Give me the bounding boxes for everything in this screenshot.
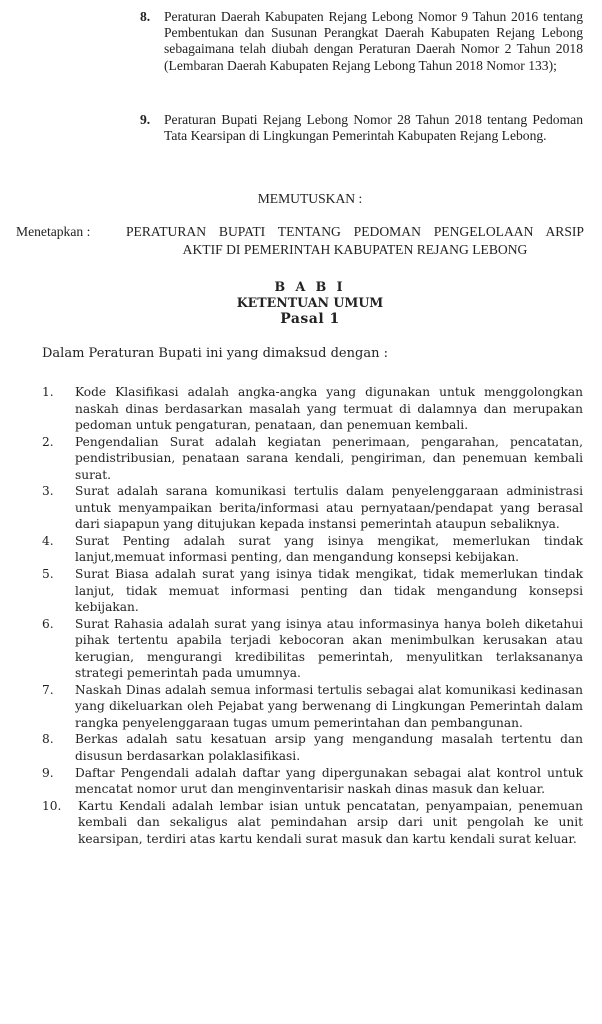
definition-text: Naskah Dinas adalah semua informasi tertulis sebagai alat komunikasi kedinasan yang dikeluarkan oleh Pejabat yang berwenang di Lingkungan Pemerintah dalam rangka penyelenggaraan tugas umum pemerintahan dan pembangunan. bbox=[75, 682, 583, 730]
definition-text: Berkas adalah satu kesatuan arsip yang mengandung masalah tertentu dan disusun berdasarkan polaklasifikasi. bbox=[75, 732, 583, 764]
definition-list bbox=[42, 384, 583, 847]
consideration-text: Peraturan Daerah Kabupaten Rejang Lebong Nomor 9 Tahun 2016 tentang Pembentukan dan Susunan Perangkat Daerah Kabupaten Rejang Lebong sebagaimana telah diubah dengan Peraturan Daerah Nomor 2 Tahun 2018 (Lembaran Daerah Kabupaten Rejang Lebong Tahun 2018 Nomor 133); bbox=[164, 9, 583, 73]
definition-text: Kartu Kendali adalah lembar isian untuk pencatatan, penyampaian, penemuan kembali dan sekaligus alat pemindahan arsip dari unit pengolah ke unit kearsipan, terdiri atas kartu kendali surat masuk dan kartu kendali surat keluar. bbox=[78, 798, 583, 846]
definition-number: 3. bbox=[42, 484, 54, 499]
decision-label: Menetapkan : bbox=[16, 224, 91, 239]
definition-text: Surat Penting adalah surat yang isinya mengikat, memerlukan tindak lanjut,memuat informasi penting, dan mengandung konsepsi kebijakan. bbox=[75, 533, 583, 565]
chapter-number: B A B I bbox=[274, 279, 346, 294]
definition-number: 1. bbox=[42, 385, 54, 399]
definition-item bbox=[42, 731, 583, 764]
consideration-number: 9. bbox=[140, 112, 151, 127]
article-title: Pasal 1 bbox=[280, 311, 340, 327]
definition-item bbox=[42, 483, 583, 533]
definition-text: Kode Klasifikasi adalah angka-angka yang digunakan untuk menggolongkan naskah dinas berdasarkan masalah yang termuat di dalamnya dan merupakan pedoman untuk pengaturan, penataan, dan penemuan kembali. bbox=[75, 385, 583, 433]
definition-text: Daftar Pengendali adalah daftar yang dipergunakan sebagai alat kontrol untuk mencatat nomor urut dan menginventarisir naskah dinas masuk dan keluar. bbox=[75, 765, 583, 797]
decision-heading: MEMUTUSKAN : bbox=[257, 191, 363, 206]
definition-text: Surat adalah sarana komunikasi tertulis dalam penyelenggaraan administrasi untuk menyampaikan berita/informasi atau pernyataan/pendapat yang berasal dari siapapun yang ditujukan kepada instansi pemerintah ataupun sebaliknya. bbox=[75, 484, 583, 532]
definition-number: 7. bbox=[42, 682, 54, 697]
regulation-title-line: AKTIF DI PEMERINTAH KABUPATEN REJANG LEBONG bbox=[182, 242, 528, 257]
definition-number: 8. bbox=[42, 732, 54, 747]
definition-item bbox=[42, 566, 583, 616]
definition-number: 5. bbox=[42, 567, 54, 582]
definition-item bbox=[42, 434, 583, 484]
definition-item bbox=[42, 798, 583, 848]
decision-block bbox=[16, 223, 584, 259]
consideration-number: 8. bbox=[140, 9, 151, 24]
chapter-title: KETENTUAN UMUM bbox=[236, 295, 384, 310]
consideration-item bbox=[140, 9, 583, 74]
definition-number: 9. bbox=[42, 765, 54, 780]
intro-text: Dalam Peraturan Bupati ini yang dimaksud dengan : bbox=[42, 346, 388, 361]
regulation-title-line: PERATURAN BUPATI TENTANG PEDOMAN PENGELOLAAN ARSIP bbox=[126, 224, 584, 239]
definition-number: 10. bbox=[42, 798, 62, 813]
definition-number: 6. bbox=[42, 616, 54, 631]
definition-item bbox=[42, 384, 583, 434]
definition-item bbox=[42, 765, 583, 798]
definition-text: Surat Rahasia adalah surat yang isinya atau informasinya hanya boleh diketahui pihak tertentu apabila terjadi kebocoran akan menimbulkan kerusakan atau kerugian, mengurangi kredibilitas pemerintah, menyulitkan terlaksananya strategi pemerintah pada umumnya. bbox=[75, 616, 583, 681]
consideration-text: Peraturan Bupati Rejang Lebong Nomor 28 Tahun 2018 tentang Pedoman Tata Kearsipan di Lingkungan Pemerintah Kabupaten Rejang Lebong. bbox=[164, 112, 583, 144]
consideration-item bbox=[140, 112, 583, 144]
definition-text: Pengendalian Surat adalah kegiatan penerimaan, pengarahan, pencatatan, pendistribusian, penataan sarana kendali, pengiriman, dan penemuan kembali surat. bbox=[75, 434, 583, 482]
regulation-title bbox=[126, 223, 584, 259]
definition-number: 4. bbox=[42, 533, 54, 548]
definition-item bbox=[42, 533, 583, 566]
definition-item bbox=[42, 682, 583, 732]
definition-text: Surat Biasa adalah surat yang isinya tidak mengikat, tidak memerlukan tindak lanjut, tidak memuat informasi penting dan tidak mengandung konsepsi kebijakan. bbox=[75, 567, 583, 615]
definition-item bbox=[42, 616, 583, 682]
definition-number: 2. bbox=[42, 434, 54, 449]
